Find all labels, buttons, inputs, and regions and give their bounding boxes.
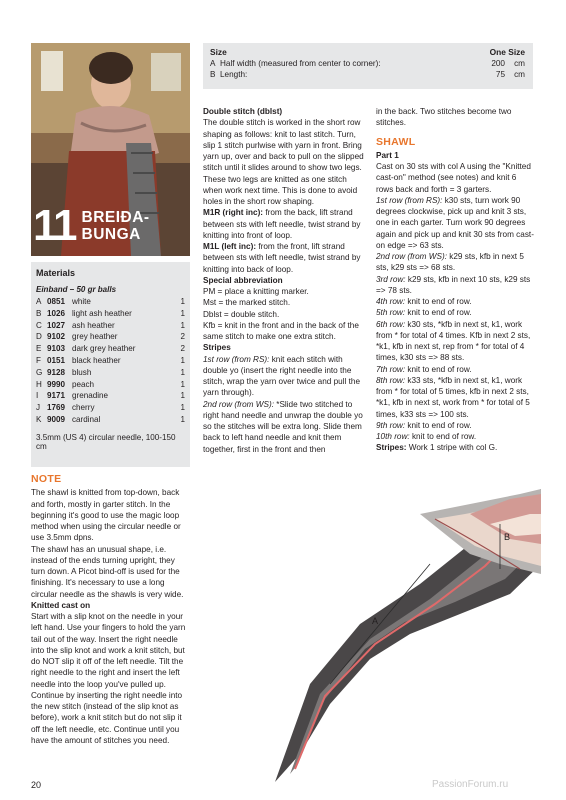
material-row: E 9103 dark grey heather 2 — [36, 344, 185, 354]
material-row: I 9171 grenadine 1 — [36, 391, 185, 401]
dblst-text: The double stitch is worked in the short row shaping as follows: knit to last stitch. Turn, slip 1 stitch purlwise with yarn in front. Bring yarn up, over and back to pull on the slipped stitch until it slides around to show two legs. These two legs are knitted as one stitch when work next time. This is done to avoid holes in the short row shaping. — [203, 118, 364, 206]
material-row: H 9990 peach 1 — [36, 379, 185, 389]
shawl-heading: SHAWL — [376, 135, 416, 148]
materials-box — [31, 262, 190, 467]
right-column — [376, 106, 534, 454]
pattern-row: 8th row: k33 sts, *kfb in next st, k1, work from * for total of 5 times, kfb in next 2 sts, *k1, kfb in next st, work from * for total of 5 times, k33 sts => 100 sts. — [376, 375, 530, 419]
size-row: A Half width (measured from center to corner): 200 cm — [210, 59, 525, 68]
stripes-heading: Stripes — [203, 343, 231, 353]
dblst-heading: Double stitch (dblst) — [203, 107, 283, 116]
stripes-continuation: in the back. Two stitches become two stitches. — [376, 107, 512, 128]
part-intro: Cast on 30 sts with col A using the "Knitted cast-on" method (see notes) and knit 6 rows back and forth = 3 garters. — [376, 162, 531, 194]
shawl-diagram — [270, 484, 541, 784]
material-row: B 1026 light ash heather 1 — [36, 308, 185, 318]
note-heading: NOTE — [31, 473, 62, 485]
cast-on-text: Start with a slip knot on the needle in your left hand. Use your fingers to hold the yarn tail out of the way. Insert the right needle into the slip knot and work a knit stitch, but do NOT slip it off of the left needle. Tilt the right needle to the right and insert the left needle into the loop you've pulled up. Continue by inserting the right needle into the new stitch (instead of the slip knot as before), work a knit stitch but do not slip it off the left needle, etc. Continue until you have the amount of stitches you need. — [31, 612, 186, 745]
material-row: K 9009 cardinal 1 — [36, 414, 185, 424]
size-title: Size — [210, 47, 227, 57]
pattern-name-line2: BUNGA — [81, 226, 141, 243]
pattern-badge — [33, 202, 150, 250]
pattern-row: 4th row: knit to end of row. — [376, 297, 472, 306]
pattern-row: 9th row: knit to end of row. — [376, 420, 472, 430]
abbreviation-kfb: Kfb = knit in the front and in the back of the same stitch to make one extra stitch. — [203, 320, 359, 341]
abbreviation-pm: PM = place a knitting marker. — [203, 287, 309, 296]
abbreviation-mst: Mst = the marked stitch. — [203, 298, 291, 308]
stripes-instruction: Stripes: Work 1 stripe with col G. — [376, 443, 498, 453]
pattern-row: 6th row: k30 sts, *kfb in next st, k1, work from * for total of 4 times. Kfb in next 2 sts, *k1, kfb in next st, rep from * for total of 4 times, k30 sts => 88 sts. — [376, 319, 531, 363]
pattern-row: 10th row: knit to end of row. — [376, 432, 477, 441]
size-table — [203, 43, 533, 89]
diagram-label-b: B — [504, 532, 511, 542]
pattern-name — [82, 209, 150, 243]
material-row: C 1027 ash heather 1 — [36, 320, 185, 330]
note-section — [31, 474, 191, 746]
m1l-definition: M1L (left inc): from the front, lift strand between sts with left needle, twist strand by knitting into back of loop. — [203, 242, 361, 274]
diagram-label-a: A — [372, 616, 379, 626]
size-column: One Size — [489, 47, 525, 57]
page-number: 20 — [31, 780, 42, 790]
materials-list — [36, 296, 185, 426]
abbreviation-heading: Special abbreviation — [203, 275, 283, 285]
note-paragraph: The shawl has an unusual shape, i.e. instead of the ends turning upright, they turn down. A Picot bind-off is used for the finishing. It's necessary to use a long circular needle as the shawls is very wide. — [31, 544, 184, 599]
abbreviation-dblst: Dblst = double stitch. — [203, 309, 280, 319]
size-row: B Length: 75 cm — [210, 70, 525, 80]
pattern-row: 1st row (from RS): k30 sts, turn work 90 degrees clockwise, pick up and knit 3 sts, one in each garter. Turn work 90 degrees again and pick up and knit 30 sts from cast-on edge => 63 sts. — [376, 195, 534, 250]
size-table-header — [210, 46, 525, 58]
cast-on-heading: Knitted cast on — [31, 600, 91, 610]
part-heading: Part 1 — [376, 150, 399, 160]
material-row: A 0851 white 1 — [36, 297, 185, 306]
material-row: F 0151 black heather 1 — [36, 355, 185, 365]
material-row: D 9102 grey heather 2 — [36, 332, 185, 342]
m1r-definition: M1R (right inc): from the back, lift strand between sts with left needle, twist strand by knitting into front of loop. — [203, 208, 361, 240]
stripes-row1: 1st row (from RS): knit each stitch with double yo (insert the right needle into the stitch, wrap the yarn over twice and pull the yarn through). — [203, 354, 361, 398]
middle-column — [203, 106, 365, 455]
pattern-row: 2nd row (from WS): k29 sts, kfb in next 5 sts, k29 sts => 68 sts. — [376, 252, 524, 273]
pattern-row: 3rd row: k29 sts, kfb in next 10 sts, k29 sts => 78 sts. — [376, 274, 531, 295]
watermark: PassionForum.ru — [432, 779, 509, 790]
yarn-label: Einband – 50 gr balls — [36, 285, 117, 294]
materials-title: Materials — [36, 268, 76, 278]
note-paragraph: The shawl is knitted from top-down, back and forth, mostly in garter stitch. In the beginning it's good to use the magic loop method when using the circular needle or use 3.5mm dpns. — [31, 488, 181, 543]
pattern-row: 5th row: knit to end of row. — [376, 308, 472, 318]
pattern-number: 11 — [33, 201, 76, 250]
material-row: G 9128 blush 1 — [36, 367, 185, 377]
pattern-name-line1: BREIÐA- — [81, 209, 150, 226]
needle-info: 3.5mm (US 4) circular needle, 100-150 cm — [36, 432, 176, 451]
pattern-row: 7th row: knit to end of row. — [376, 364, 472, 374]
material-row: J 1769 cherry 1 — [36, 403, 185, 413]
stripes-row2: 2nd row (from WS): *Slide two stitched to right hand needle and unwrap the double yo so the stitches will be extra long. Slide them back to left hand needle and knit them together, first in the front and then — [203, 399, 363, 454]
